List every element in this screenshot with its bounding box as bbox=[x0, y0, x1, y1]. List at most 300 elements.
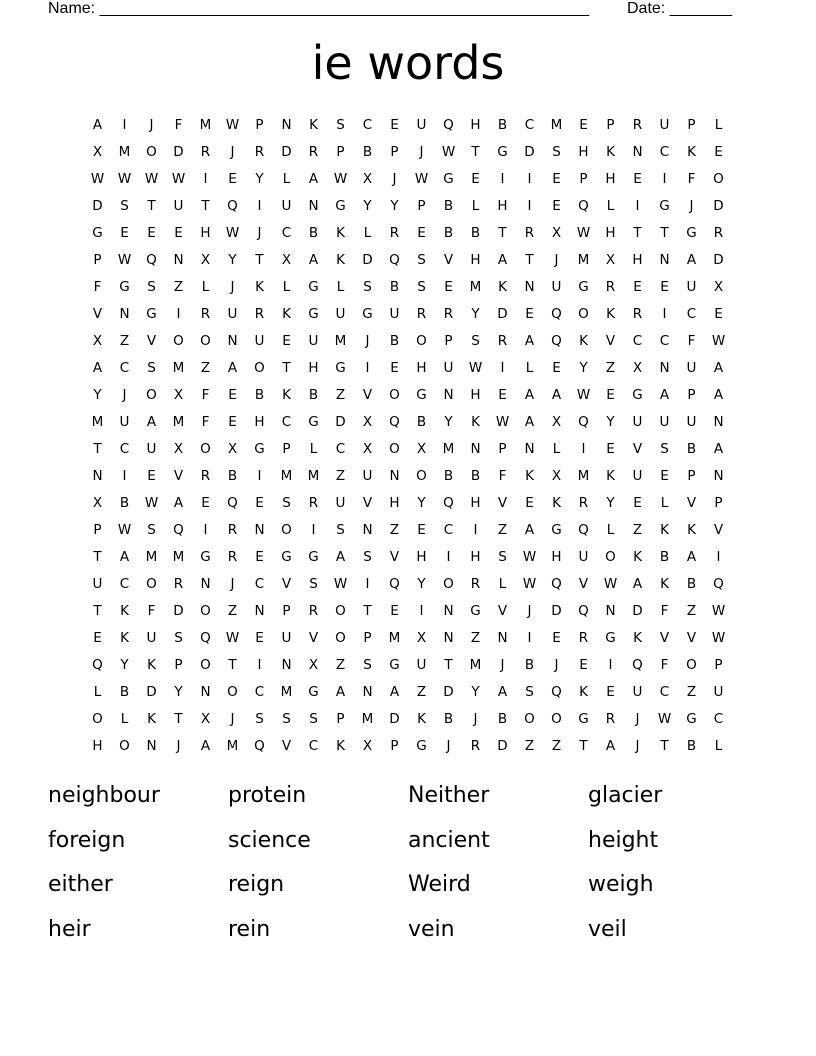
grid-letter: B bbox=[659, 549, 670, 565]
grid-letter: D bbox=[92, 198, 103, 214]
grid-letter: S bbox=[147, 360, 156, 376]
grid-letter: P bbox=[714, 657, 723, 673]
grid-letter: N bbox=[281, 657, 292, 673]
grid-row bbox=[84, 355, 732, 382]
grid-letter: J bbox=[554, 252, 559, 268]
grid-letter: E bbox=[525, 306, 534, 322]
grid-letter: Y bbox=[579, 360, 588, 376]
grid-letter: K bbox=[660, 576, 669, 592]
grid-letter: S bbox=[363, 549, 372, 565]
grid-letter: S bbox=[309, 711, 318, 727]
date-field[interactable]: Date: _______ bbox=[627, 0, 732, 17]
grid-letter: U bbox=[686, 279, 697, 295]
grid-letter: A bbox=[605, 738, 616, 754]
grid-letter: A bbox=[713, 360, 724, 376]
grid-letter: V bbox=[659, 630, 670, 646]
grid-letter: G bbox=[686, 225, 697, 241]
grid-letter: F bbox=[201, 387, 210, 403]
grid-letter: X bbox=[605, 252, 616, 268]
grid-letter: N bbox=[308, 198, 319, 214]
grid-letter: L bbox=[525, 360, 534, 376]
grid-letter: E bbox=[228, 414, 237, 430]
grid-letter: T bbox=[201, 198, 210, 214]
grid-letter: M bbox=[577, 252, 590, 268]
grid-letter: Y bbox=[228, 252, 237, 268]
grid-row bbox=[84, 733, 732, 760]
grid-letter: P bbox=[579, 171, 588, 187]
grid-letter: I bbox=[662, 306, 667, 322]
grid-letter: O bbox=[389, 441, 400, 457]
grid-letter: L bbox=[714, 117, 723, 133]
grid-letter: Q bbox=[389, 252, 400, 268]
grid-letter: Z bbox=[605, 360, 616, 376]
grid-letter: I bbox=[176, 306, 181, 322]
grid-letter: H bbox=[605, 225, 616, 241]
grid-letter: E bbox=[390, 117, 399, 133]
grid-letter: I bbox=[257, 468, 262, 484]
grid-letter: B bbox=[416, 414, 427, 430]
grid-letter: A bbox=[524, 387, 535, 403]
grid-letter: E bbox=[714, 306, 723, 322]
word-bank-row bbox=[48, 865, 768, 910]
grid-letter: I bbox=[365, 576, 370, 592]
grid-letter: O bbox=[389, 387, 400, 403]
grid-letter: G bbox=[416, 738, 427, 754]
grid-letter: F bbox=[147, 603, 156, 619]
grid-letter: K bbox=[120, 603, 129, 619]
grid-letter: L bbox=[201, 279, 210, 295]
grid-letter: A bbox=[524, 333, 535, 349]
grid-letter: N bbox=[119, 306, 130, 322]
grid-letter: I bbox=[527, 171, 532, 187]
grid-letter: T bbox=[660, 738, 669, 754]
grid-letter: O bbox=[578, 306, 589, 322]
word-bank-item: Neither bbox=[408, 783, 490, 808]
grid-letter: W bbox=[117, 522, 132, 538]
grid-letter: A bbox=[524, 522, 535, 538]
grid-letter: H bbox=[497, 198, 508, 214]
grid-letter: U bbox=[713, 684, 724, 700]
grid-letter: V bbox=[443, 252, 454, 268]
grid-letter: X bbox=[200, 711, 211, 727]
grid-letter: X bbox=[92, 144, 103, 160]
grid-letter: R bbox=[713, 225, 724, 241]
grid-letter: O bbox=[200, 441, 211, 457]
grid-letter: X bbox=[227, 441, 238, 457]
grid-letter: C bbox=[524, 117, 535, 133]
grid-letter: R bbox=[524, 225, 535, 241]
grid-letter: Y bbox=[93, 387, 102, 403]
grid-letter: B bbox=[227, 468, 238, 484]
grid-row bbox=[84, 193, 732, 220]
grid-letter: U bbox=[146, 441, 157, 457]
grid-letter: U bbox=[686, 360, 697, 376]
grid-letter: O bbox=[200, 603, 211, 619]
grid-letter: D bbox=[497, 738, 508, 754]
name-field[interactable]: Name: _______________________________________________________ bbox=[48, 0, 589, 17]
grid-letter: S bbox=[336, 117, 345, 133]
word-bank-item: vein bbox=[408, 916, 455, 942]
grid-letter: R bbox=[308, 603, 319, 619]
grid-letter: V bbox=[362, 387, 373, 403]
grid-letter: X bbox=[713, 279, 724, 295]
grid-letter: U bbox=[335, 495, 346, 511]
grid-letter: I bbox=[203, 522, 208, 538]
grid-letter: O bbox=[173, 333, 184, 349]
grid-letter: S bbox=[498, 549, 507, 565]
grid-letter: D bbox=[173, 603, 184, 619]
grid-letter: K bbox=[606, 468, 615, 484]
grid-letter: A bbox=[389, 684, 400, 700]
grid-letter: C bbox=[443, 522, 454, 538]
grid-letter: Q bbox=[551, 684, 562, 700]
grid-letter: O bbox=[146, 387, 157, 403]
grid-letter: E bbox=[552, 630, 561, 646]
grid-letter: P bbox=[174, 657, 183, 673]
grid-letter: Z bbox=[173, 279, 184, 295]
grid-letter: Y bbox=[606, 495, 615, 511]
grid-letter: E bbox=[93, 630, 102, 646]
grid-letter: N bbox=[146, 738, 157, 754]
grid-letter: O bbox=[551, 711, 562, 727]
grid-letter: U bbox=[227, 306, 238, 322]
grid-letter: T bbox=[93, 603, 102, 619]
grid-letter: W bbox=[333, 171, 348, 187]
grid-letter: J bbox=[230, 711, 235, 727]
grid-letter: B bbox=[524, 657, 535, 673]
grid-letter: R bbox=[605, 279, 616, 295]
grid-letter: K bbox=[336, 738, 345, 754]
grid-letter: W bbox=[144, 171, 159, 187]
grid-letter: M bbox=[307, 468, 320, 484]
grid-letter: G bbox=[470, 603, 481, 619]
grid-row bbox=[84, 679, 732, 706]
grid-letter: O bbox=[146, 144, 157, 160]
grid-letter: G bbox=[632, 387, 643, 403]
grid-letter: B bbox=[308, 387, 319, 403]
grid-letter: K bbox=[471, 414, 480, 430]
grid-letter: B bbox=[686, 738, 697, 754]
grid-letter: F bbox=[201, 414, 210, 430]
grid-letter: Q bbox=[227, 495, 238, 511]
grid-letter: L bbox=[120, 711, 129, 727]
word-bank-item: rein bbox=[228, 916, 271, 942]
grid-row bbox=[84, 544, 732, 571]
grid-letter: I bbox=[662, 171, 667, 187]
grid-letter: Y bbox=[471, 684, 480, 700]
grid-letter: U bbox=[632, 414, 643, 430]
grid-letter: Y bbox=[363, 198, 372, 214]
grid-letter: E bbox=[147, 225, 156, 241]
grid-letter: D bbox=[389, 711, 400, 727]
grid-letter: X bbox=[416, 441, 427, 457]
grid-letter: N bbox=[659, 252, 670, 268]
grid-letter: U bbox=[146, 630, 157, 646]
grid-letter: C bbox=[659, 333, 670, 349]
grid-letter: V bbox=[308, 630, 319, 646]
grid-letter: A bbox=[119, 549, 130, 565]
grid-letter: L bbox=[606, 522, 615, 538]
word-bank-item: Weird bbox=[408, 872, 471, 897]
grid-letter: M bbox=[172, 549, 185, 565]
grid-letter: T bbox=[471, 144, 480, 160]
grid-letter: W bbox=[225, 225, 240, 241]
grid-letter: P bbox=[390, 738, 399, 754]
grid-letter: U bbox=[281, 630, 292, 646]
grid-letter: K bbox=[579, 333, 588, 349]
grid-letter: S bbox=[282, 495, 291, 511]
grid-row bbox=[84, 274, 732, 301]
grid-letter: B bbox=[443, 225, 454, 241]
grid-letter: W bbox=[225, 117, 240, 133]
grid-letter: N bbox=[524, 279, 535, 295]
grid-letter: A bbox=[173, 495, 184, 511]
grid-letter: V bbox=[497, 603, 508, 619]
grid-letter: C bbox=[281, 414, 292, 430]
grid-letter: H bbox=[254, 414, 265, 430]
grid-letter: R bbox=[227, 522, 238, 538]
word-bank-row bbox=[48, 776, 768, 821]
grid-row bbox=[84, 382, 732, 409]
grid-letter: K bbox=[417, 711, 426, 727]
grid-letter: K bbox=[687, 144, 696, 160]
grid-letter: M bbox=[550, 117, 563, 133]
grid-letter: Q bbox=[200, 630, 211, 646]
grid-letter: D bbox=[632, 603, 643, 619]
grid-letter: O bbox=[524, 711, 535, 727]
grid-letter: K bbox=[552, 495, 561, 511]
grid-letter: G bbox=[146, 306, 157, 322]
grid-letter: V bbox=[362, 495, 373, 511]
grid-letter: J bbox=[527, 603, 532, 619]
grid-letter: C bbox=[119, 360, 130, 376]
grid-letter: A bbox=[335, 549, 346, 565]
grid-letter: N bbox=[254, 522, 265, 538]
grid-letter: V bbox=[173, 468, 184, 484]
grid-letter: P bbox=[390, 144, 399, 160]
grid-letter: N bbox=[443, 603, 454, 619]
grid-letter: X bbox=[92, 333, 103, 349]
grid-letter: W bbox=[171, 171, 186, 187]
grid-letter: N bbox=[92, 468, 103, 484]
grid-letter: J bbox=[554, 657, 559, 673]
grid-letter: J bbox=[689, 198, 694, 214]
grid-letter: D bbox=[443, 684, 454, 700]
grid-letter: Q bbox=[551, 576, 562, 592]
grid-letter: H bbox=[416, 360, 427, 376]
grid-row bbox=[84, 220, 732, 247]
grid-letter: D bbox=[497, 306, 508, 322]
grid-letter: P bbox=[687, 468, 696, 484]
grid-letter: T bbox=[93, 549, 102, 565]
grid-row bbox=[84, 571, 732, 598]
grid-letter: U bbox=[443, 360, 454, 376]
word-bank-item: height bbox=[588, 827, 659, 853]
grid-letter: O bbox=[686, 657, 697, 673]
grid-letter: J bbox=[635, 738, 640, 754]
grid-letter: O bbox=[335, 603, 346, 619]
grid-letter: L bbox=[471, 198, 480, 214]
grid-letter: O bbox=[605, 549, 616, 565]
grid-letter: I bbox=[446, 549, 451, 565]
word-bank-item: weigh bbox=[588, 872, 654, 897]
grid-letter: T bbox=[660, 225, 669, 241]
grid-letter: G bbox=[578, 711, 589, 727]
grid-letter: L bbox=[606, 198, 615, 214]
grid-letter: L bbox=[93, 684, 102, 700]
grid-letter: T bbox=[255, 252, 264, 268]
grid-letter: G bbox=[281, 549, 292, 565]
grid-row bbox=[84, 247, 732, 274]
grid-letter: N bbox=[362, 522, 373, 538]
grid-letter: O bbox=[335, 630, 346, 646]
grid-letter: A bbox=[92, 117, 103, 133]
grid-letter: V bbox=[92, 306, 103, 322]
grid-letter: Z bbox=[470, 630, 481, 646]
grid-letter: P bbox=[687, 387, 696, 403]
grid-letter: U bbox=[281, 198, 292, 214]
grid-letter: X bbox=[308, 657, 319, 673]
grid-letter: K bbox=[147, 711, 156, 727]
grid-letter: S bbox=[147, 279, 156, 295]
grid-letter: A bbox=[713, 441, 724, 457]
grid-letter: I bbox=[311, 522, 316, 538]
grid-letter: G bbox=[443, 171, 454, 187]
grid-letter: I bbox=[635, 198, 640, 214]
grid-letter: W bbox=[225, 630, 240, 646]
grid-letter: N bbox=[443, 387, 454, 403]
grid-letter: R bbox=[470, 738, 481, 754]
grid-letter: X bbox=[281, 252, 292, 268]
grid-letter: Z bbox=[632, 522, 643, 538]
grid-letter: M bbox=[469, 279, 482, 295]
grid-letter: Q bbox=[551, 333, 562, 349]
grid-letter: Q bbox=[389, 576, 400, 592]
grid-letter: S bbox=[552, 144, 561, 160]
grid-letter: E bbox=[255, 630, 264, 646]
grid-letter: V bbox=[632, 441, 643, 457]
grid-letter: Q bbox=[443, 117, 454, 133]
grid-letter: G bbox=[308, 684, 319, 700]
grid-letter: S bbox=[336, 522, 345, 538]
grid-letter: G bbox=[200, 549, 211, 565]
grid-letter: S bbox=[471, 333, 480, 349]
grid-letter: T bbox=[498, 225, 507, 241]
grid-letter: U bbox=[632, 684, 643, 700]
grid-letter: A bbox=[227, 360, 238, 376]
grid-letter: S bbox=[255, 711, 264, 727]
grid-letter: Q bbox=[389, 414, 400, 430]
grid-letter: L bbox=[660, 495, 669, 511]
grid-letter: Q bbox=[254, 738, 265, 754]
grid-letter: B bbox=[443, 198, 454, 214]
grid-letter: E bbox=[579, 657, 588, 673]
grid-letter: E bbox=[606, 441, 615, 457]
grid-letter: H bbox=[578, 144, 589, 160]
grid-letter: D bbox=[524, 144, 535, 160]
grid-letter: Q bbox=[578, 522, 589, 538]
grid-letter: I bbox=[122, 117, 127, 133]
grid-letter: Y bbox=[255, 171, 264, 187]
grid-letter: M bbox=[172, 360, 185, 376]
grid-row bbox=[84, 166, 732, 193]
grid-letter: L bbox=[282, 171, 291, 187]
grid-letter: V bbox=[605, 333, 616, 349]
grid-letter: I bbox=[716, 549, 721, 565]
grid-letter: T bbox=[174, 711, 183, 727]
grid-letter: C bbox=[119, 441, 130, 457]
grid-letter: G bbox=[605, 630, 616, 646]
grid-letter: Q bbox=[92, 657, 103, 673]
grid-letter: U bbox=[92, 576, 103, 592]
grid-letter: N bbox=[200, 684, 211, 700]
grid-letter: U bbox=[308, 333, 319, 349]
grid-letter: Q bbox=[551, 306, 562, 322]
grid-letter: S bbox=[309, 576, 318, 592]
grid-letter: N bbox=[713, 468, 724, 484]
grid-letter: O bbox=[416, 468, 427, 484]
word-bank-item: heir bbox=[48, 916, 91, 942]
grid-letter: W bbox=[117, 171, 132, 187]
grid-letter: E bbox=[552, 198, 561, 214]
grid-letter: R bbox=[497, 333, 508, 349]
grid-letter: R bbox=[308, 144, 319, 160]
grid-letter: Z bbox=[389, 522, 400, 538]
grid-letter: L bbox=[282, 279, 291, 295]
grid-letter: P bbox=[417, 198, 426, 214]
grid-letter: B bbox=[119, 495, 130, 511]
grid-letter: R bbox=[389, 225, 400, 241]
grid-letter: Z bbox=[524, 738, 535, 754]
grid-letter: G bbox=[686, 711, 697, 727]
grid-letter: O bbox=[416, 333, 427, 349]
grid-letter: Z bbox=[551, 738, 562, 754]
grid-letter: N bbox=[632, 144, 643, 160]
grid-letter: L bbox=[714, 738, 723, 754]
grid-letter: O bbox=[200, 333, 211, 349]
word-bank-item: science bbox=[228, 827, 311, 853]
grid-letter: H bbox=[470, 252, 481, 268]
grid-letter: R bbox=[200, 468, 211, 484]
grid-letter: G bbox=[362, 306, 373, 322]
grid-row bbox=[84, 706, 732, 733]
grid-letter: P bbox=[498, 441, 507, 457]
worksheet-header bbox=[48, 0, 768, 20]
grid-letter: H bbox=[605, 171, 616, 187]
grid-letter: G bbox=[416, 387, 427, 403]
grid-letter: I bbox=[203, 171, 208, 187]
grid-letter: X bbox=[632, 360, 643, 376]
grid-letter: M bbox=[280, 684, 293, 700]
grid-letter: J bbox=[149, 117, 154, 133]
grid-letter: N bbox=[254, 603, 265, 619]
grid-letter: C bbox=[281, 225, 292, 241]
grid-letter: W bbox=[522, 576, 537, 592]
grid-letter: H bbox=[551, 549, 562, 565]
grid-letter: X bbox=[551, 225, 562, 241]
grid-letter: R bbox=[254, 306, 265, 322]
grid-letter: P bbox=[255, 117, 264, 133]
grid-letter: N bbox=[281, 117, 292, 133]
grid-letter: Z bbox=[335, 657, 346, 673]
grid-letter: V bbox=[389, 549, 400, 565]
grid-letter: B bbox=[497, 711, 508, 727]
grid-letter: M bbox=[334, 333, 347, 349]
grid-letter: E bbox=[714, 144, 723, 160]
grid-letter: Z bbox=[686, 684, 697, 700]
grid-letter: K bbox=[525, 468, 534, 484]
grid-letter: F bbox=[687, 333, 696, 349]
